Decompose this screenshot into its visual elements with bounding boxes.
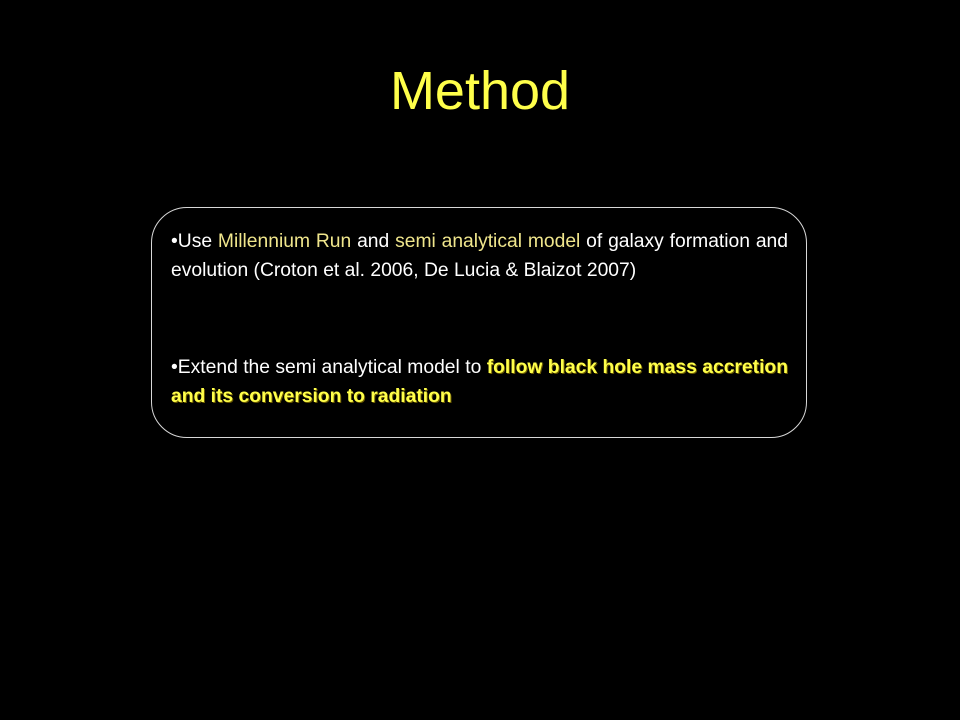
bullet-text-segment: Use [177, 231, 218, 252]
highlight-millennium-run: Millennium Run [217, 231, 352, 252]
bullet-item [171, 353, 788, 411]
bullet-text-segment: and [351, 231, 396, 252]
highlight-semi-analytical-model: semi analytical model [395, 231, 581, 252]
bullet-marker: • [171, 231, 178, 252]
bullet-item [171, 227, 788, 285]
bullet-text-segment: Extend the semi analytical model to [177, 357, 487, 378]
slide-title: Method [389, 61, 571, 121]
bullet-text-segment: of galaxy formation and evolution (Croton et al. 2006, De Lucia & Blaizot 2007) [171, 231, 788, 281]
content-box [151, 207, 807, 438]
bullet-marker: • [171, 357, 178, 378]
emphasis-black-hole-accretion: follow black hole mass accretion and its conversion to radiation [171, 357, 788, 407]
